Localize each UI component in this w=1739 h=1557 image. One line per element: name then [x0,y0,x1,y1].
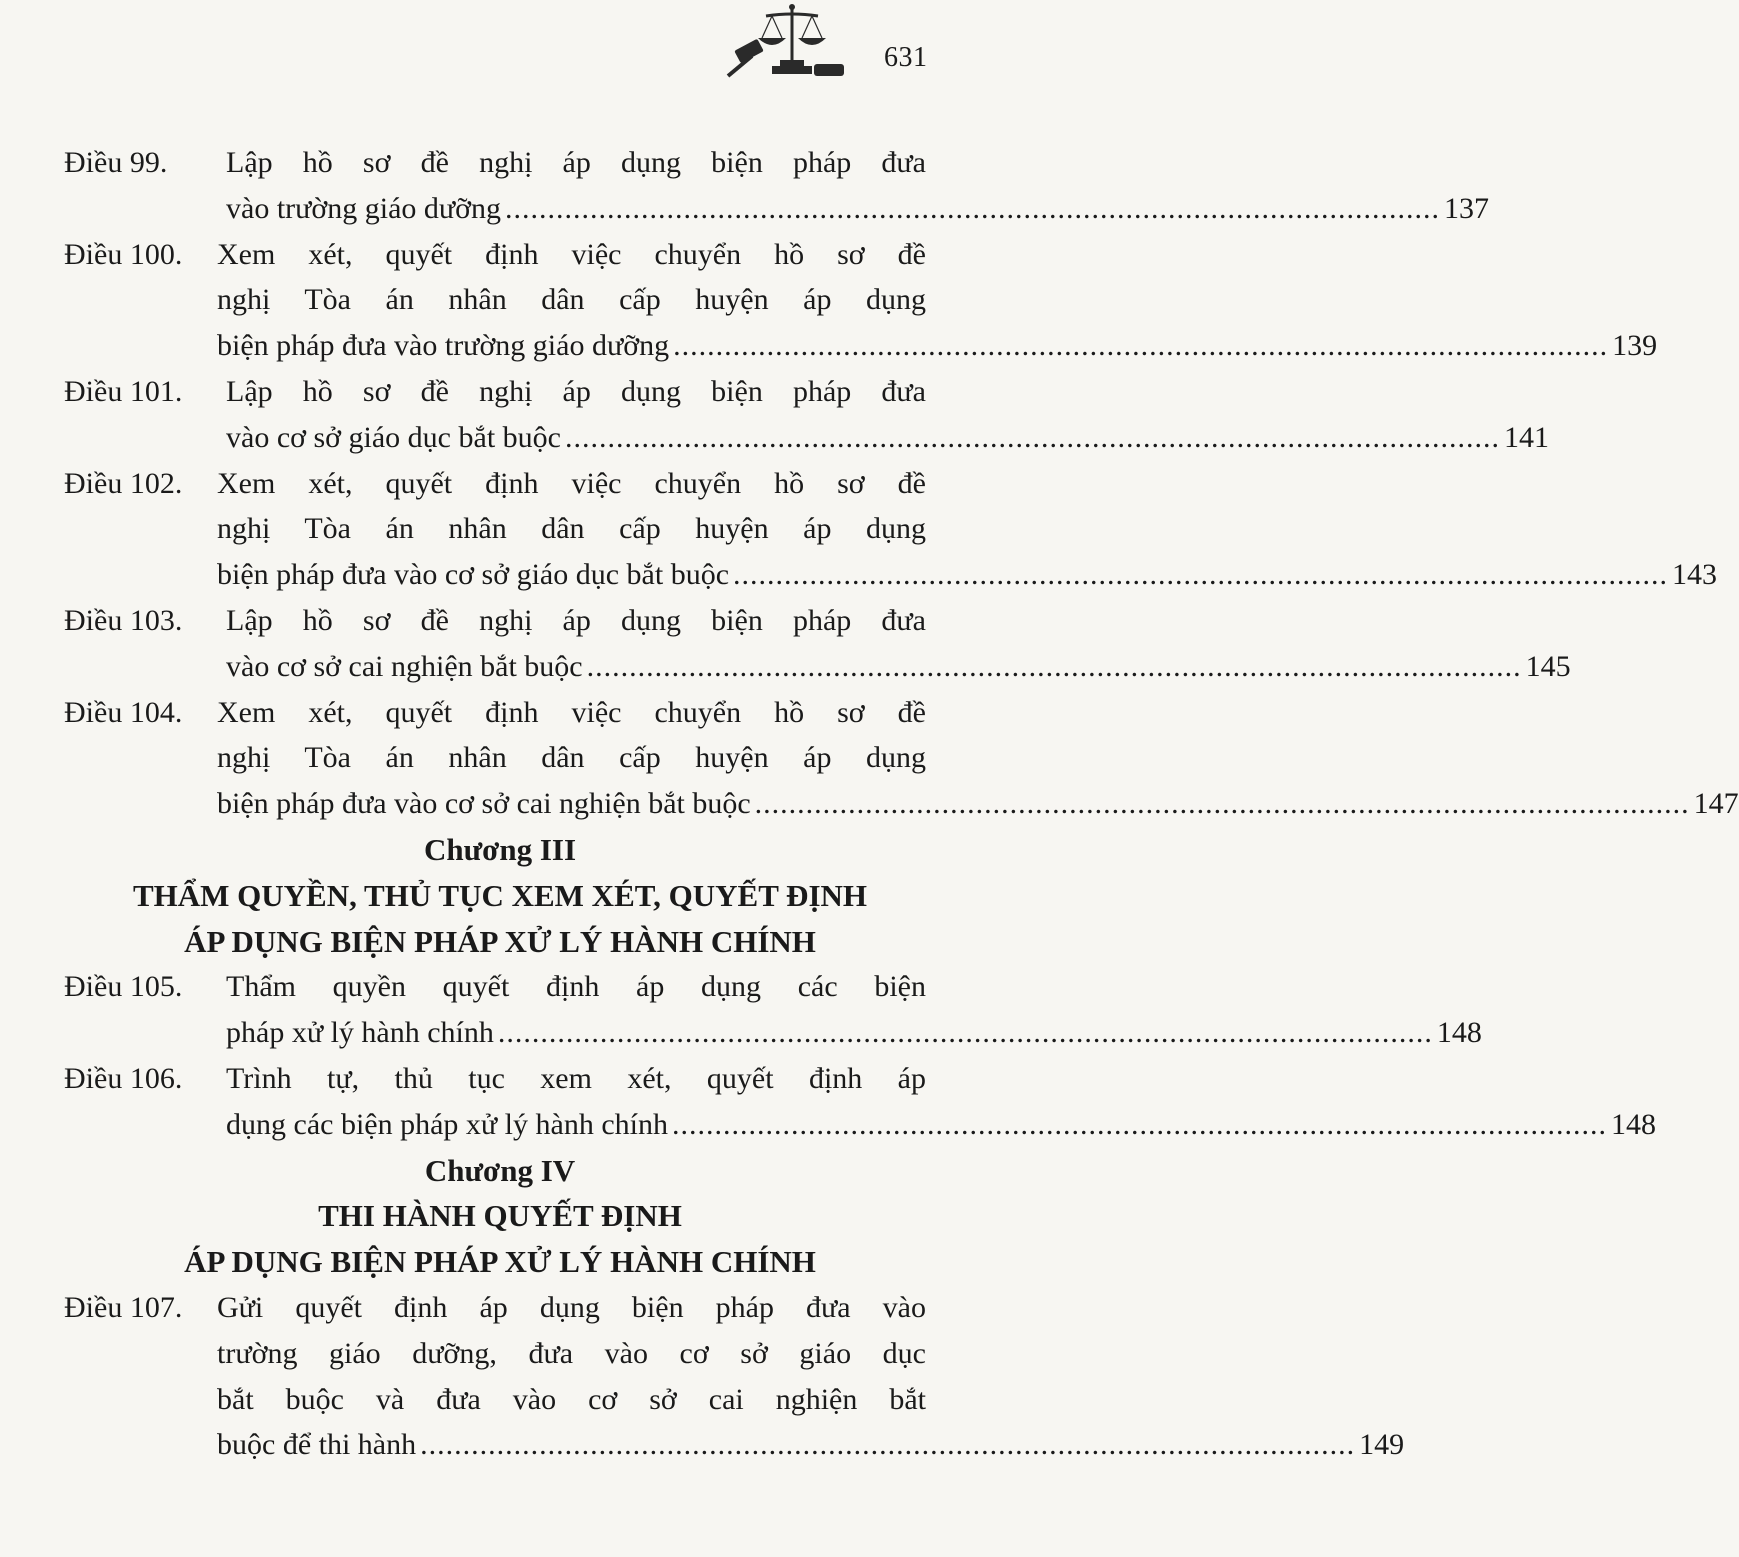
entry-text-line: dụng các biện pháp xử lý hành chính [226,1107,668,1141]
dot-leader: .............................................................................................................. [497,1016,1433,1050]
article-number: Điều 104. [64,695,183,729]
toc-entry [64,598,1571,690]
page-ref: 143 [1672,558,1718,592]
entry-text-line: Lập hồ sơ đề nghị áp dụng biện pháp đưa [226,146,926,179]
entry-text-line: pháp xử lý hành chính [226,1016,494,1050]
entry-text-line: biện pháp đưa vào cơ sở giáo dục bắt buộc [217,558,730,592]
article-number: Điều 102. [64,466,183,500]
article-number: Điều 103. [64,603,183,637]
entry-text-line: buộc để thi hành [217,1428,417,1462]
toc-entry [64,232,1658,369]
toc-entry [64,369,1549,461]
toc-entry [64,690,1739,827]
page-ref: 147 [1693,787,1739,821]
dot-leader: .............................................................................................................. [564,420,1500,454]
entry-text-line: nghị Tòa án nhân dân cấp huyện áp dụng [217,283,926,317]
entry-text-line: Xem xét, quyết định việc chuyển hồ sơ đề [217,695,926,729]
toc-entry [64,1056,1656,1148]
entry-text-line: nghị Tòa án nhân dân cấp huyện áp dụng [217,741,926,775]
page-ref: 148 [1610,1107,1656,1141]
entry-text-line: bắt buộc và đưa vào cơ sở cai nghiện bắt [217,1382,926,1416]
entry-text-line: Trình tự, thủ tục xem xét, quyết định áp [226,1061,926,1095]
article-number: Điều 106. [64,1061,183,1095]
entry-text-line: Xem xét, quyết định việc chuyển hồ sơ đề [217,237,926,271]
dot-leader: .............................................................................................................. [673,329,1609,363]
toc-entry [64,461,1718,598]
page-ref: 141 [1503,420,1549,454]
entry-text-line: vào cơ sở giáo dục bắt buộc [226,420,561,454]
toc-entry [64,1285,1405,1468]
article-number: Điều 107. [64,1290,183,1324]
article-number: Điều 99. [64,146,168,179]
entry-text-line: vào trường giáo dưỡng [226,191,502,225]
entry-text-line: trường giáo dưỡng, đưa vào cơ sở giáo dục [217,1336,926,1370]
chapter-title: ÁP DỤNG BIỆN PHÁP XỬ LÝ HÀNH CHÍNH [184,1244,816,1280]
toc-entry [64,964,1482,1056]
chapter-title: THẨM QUYỀN, THỦ TỤC XEM XÉT, QUYẾT ĐỊNH [132,877,868,913]
dot-leader: .............................................................................................................. [505,191,1441,225]
dot-leader: .............................................................................................................. [754,787,1690,821]
page-ref: 139 [1612,329,1658,363]
entry-text-line: Gửi quyết định áp dụng biện pháp đưa vào [217,1290,926,1324]
article-number: Điều 101. [64,374,183,408]
dot-leader: .............................................................................................................. [733,558,1669,592]
scales-of-justice-icon [726,2,852,82]
page-ref: 145 [1525,649,1571,683]
chapter-label: Chương III [423,831,577,867]
chapter-title: ÁP DỤNG BIỆN PHÁP XỬ LÝ HÀNH CHÍNH [184,923,816,959]
entry-text-line: Thẩm quyền quyết định áp dụng các biện [226,970,926,1004]
entry-text-line: Xem xét, quyết định việc chuyển hồ sơ đề [217,466,926,500]
table-of-contents [64,140,1739,1468]
article-number: Điều 100. [64,237,183,271]
entry-text-line: biện pháp đưa vào cơ sở cai nghiện bắt buộc [217,787,751,821]
article-number: Điều 105. [64,970,183,1004]
chapter-label: Chương IV [424,1152,576,1188]
page-number: 631 [884,42,928,73]
entry-text-line: biện pháp đưa vào trường giáo dưỡng [217,329,670,363]
dot-leader: .............................................................................................................. [420,1428,1356,1462]
chapter-title: THI HÀNH QUYẾT ĐỊNH [318,1198,682,1234]
page-ref: 137 [1444,191,1490,225]
entry-text-line: Lập hồ sơ đề nghị áp dụng biện pháp đưa [226,374,926,408]
dot-leader: .............................................................................................................. [586,649,1522,683]
page-ref: 148 [1436,1016,1482,1050]
page-ref: 149 [1359,1428,1405,1462]
entry-text-line: Lập hồ sơ đề nghị áp dụng biện pháp đưa [226,603,926,637]
entry-text-line: nghị Tòa án nhân dân cấp huyện áp dụng [217,512,926,546]
toc-entry [64,140,1490,232]
entry-text-line: vào cơ sở cai nghiện bắt buộc [226,649,583,683]
dot-leader: .............................................................................................................. [671,1107,1607,1141]
